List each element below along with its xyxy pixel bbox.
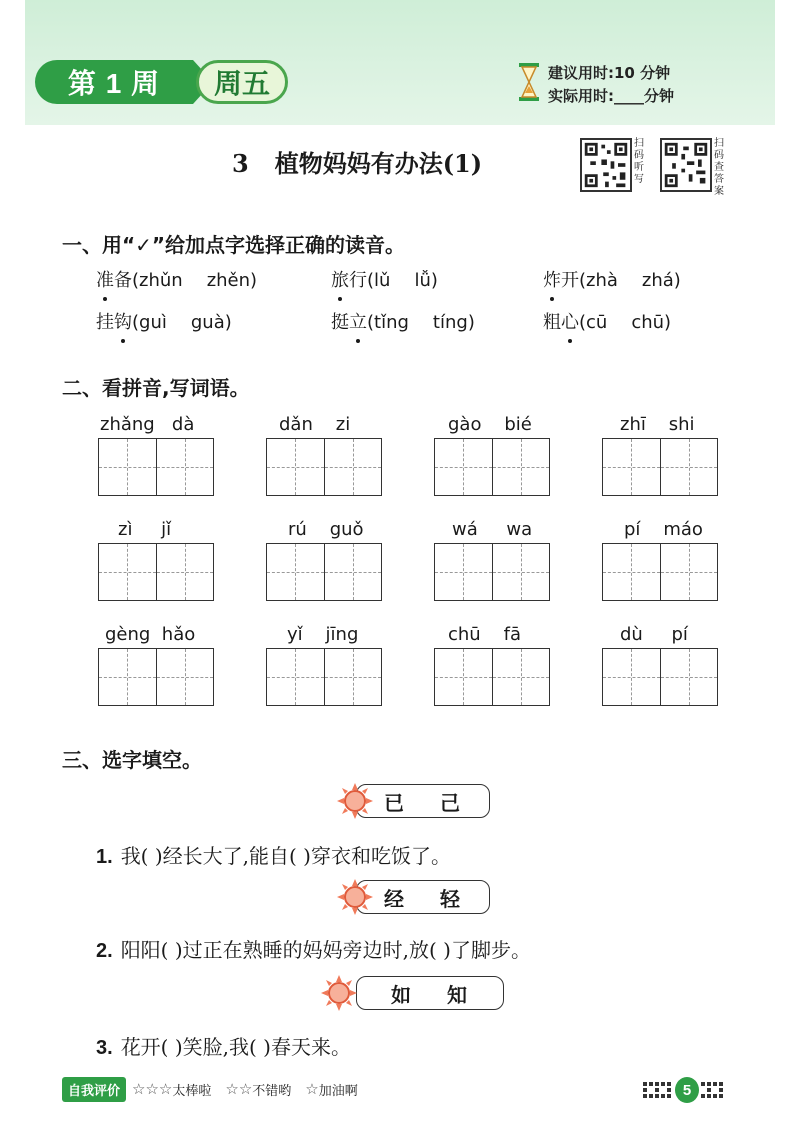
sun-icon bbox=[320, 974, 358, 1012]
sun-icon bbox=[336, 782, 374, 820]
word-pinyin: dǎn zi bbox=[279, 414, 351, 435]
writing-grid[interactable] bbox=[98, 438, 214, 496]
writing-grid[interactable] bbox=[266, 648, 382, 706]
pron-item-1[interactable]: 准备(zhǔn zhěn) bbox=[96, 266, 257, 292]
page-number-block bbox=[643, 1077, 725, 1103]
char-choice-chip: 已 己 bbox=[356, 784, 490, 818]
section2-title: 二、看拼音,写词语。 bbox=[62, 376, 250, 400]
lesson-number: 3 bbox=[232, 149, 249, 178]
writing-grid[interactable] bbox=[434, 648, 550, 706]
qr-code-dictation-icon[interactable] bbox=[580, 138, 632, 192]
star-rating-3-icon[interactable]: ☆☆☆ bbox=[132, 1080, 173, 1098]
lesson-title bbox=[232, 144, 482, 179]
suggested-time: 建议用时:10 分钟 bbox=[548, 64, 671, 82]
qr-dictation-label: 扫码听写 bbox=[634, 138, 644, 185]
self-eval-badge: 自我评价 bbox=[62, 1077, 126, 1102]
word-pinyin: gào bié bbox=[448, 414, 532, 435]
day-label: 周五 bbox=[196, 60, 288, 104]
writing-grid[interactable] bbox=[434, 438, 550, 496]
writing-grid[interactable] bbox=[434, 543, 550, 601]
qr-answers-label: 扫码查答案 bbox=[714, 138, 724, 197]
pron-item-3[interactable]: 炸开(zhà zhá) bbox=[543, 266, 681, 292]
writing-grid[interactable] bbox=[602, 648, 718, 706]
writing-grid[interactable] bbox=[98, 648, 214, 706]
rating-excellent: 太棒啦 bbox=[172, 1083, 212, 1099]
page-pattern-left-icon bbox=[643, 1082, 673, 1098]
star-rating-2-icon[interactable]: ☆☆ bbox=[225, 1080, 253, 1098]
section3-title: 三、选字填空。 bbox=[62, 748, 202, 772]
word-pinyin: wá wa bbox=[452, 519, 533, 540]
time-box bbox=[514, 58, 686, 108]
writing-grid[interactable] bbox=[266, 543, 382, 601]
fill-sentence-3[interactable]: 3. 花开( )笑脸,我( )春天来。 bbox=[96, 1035, 351, 1059]
actual-time[interactable]: 实际用时:____分钟 bbox=[548, 87, 675, 105]
pron-item-4[interactable]: 挂钩(guì guà) bbox=[96, 308, 232, 334]
pron-item-6[interactable]: 粗心(cū chū) bbox=[543, 308, 671, 334]
fill-sentence-2[interactable]: 2. 阳阳( )过正在熟睡的妈妈旁边时,放( )了脚步。 bbox=[96, 938, 531, 962]
hourglass-icon bbox=[518, 62, 540, 102]
char-choice-chip: 如 知 bbox=[356, 976, 504, 1010]
self-evaluation bbox=[62, 1077, 372, 1101]
char-choice-chip: 经 轻 bbox=[356, 880, 490, 914]
writing-grid[interactable] bbox=[98, 543, 214, 601]
writing-grid[interactable] bbox=[266, 438, 382, 496]
word-pinyin: yǐ jīng bbox=[287, 624, 359, 645]
word-pinyin: zhǎng dà bbox=[100, 414, 195, 435]
pron-item-2[interactable]: 旅行(lǔ lǚ) bbox=[331, 266, 438, 292]
page-pattern-right-icon bbox=[701, 1082, 725, 1098]
star-rating-1-icon[interactable]: ☆ bbox=[305, 1080, 319, 1098]
section1-title: 一、用“✓”给加点字选择正确的读音。 bbox=[62, 233, 406, 257]
word-pinyin: zì jǐ bbox=[118, 519, 172, 540]
fill-sentence-1[interactable]: 1. 我( )经长大了,能自( )穿衣和吃饭了。 bbox=[96, 844, 451, 868]
rating-keep-going: 加油啊 bbox=[318, 1083, 358, 1099]
word-pinyin: pí máo bbox=[624, 519, 703, 540]
word-pinyin: chū fā bbox=[448, 624, 521, 645]
word-pinyin: rú guǒ bbox=[288, 519, 364, 540]
page-number: 5 bbox=[675, 1077, 699, 1103]
pron-item-5[interactable]: 挺立(tǐng tíng) bbox=[331, 308, 475, 334]
rating-good: 不错哟 bbox=[252, 1083, 292, 1099]
lesson-name: 植物妈妈有办法(1) bbox=[274, 149, 483, 178]
word-pinyin: zhī shi bbox=[620, 414, 695, 435]
word-pinyin: gèng hǎo bbox=[105, 624, 196, 645]
writing-grid[interactable] bbox=[602, 438, 718, 496]
week-label: 第 1 周 bbox=[35, 60, 193, 104]
sun-icon bbox=[336, 878, 374, 916]
writing-grid[interactable] bbox=[602, 543, 718, 601]
word-pinyin: dù pí bbox=[620, 624, 688, 645]
qr-code-answers-icon[interactable] bbox=[660, 138, 712, 192]
